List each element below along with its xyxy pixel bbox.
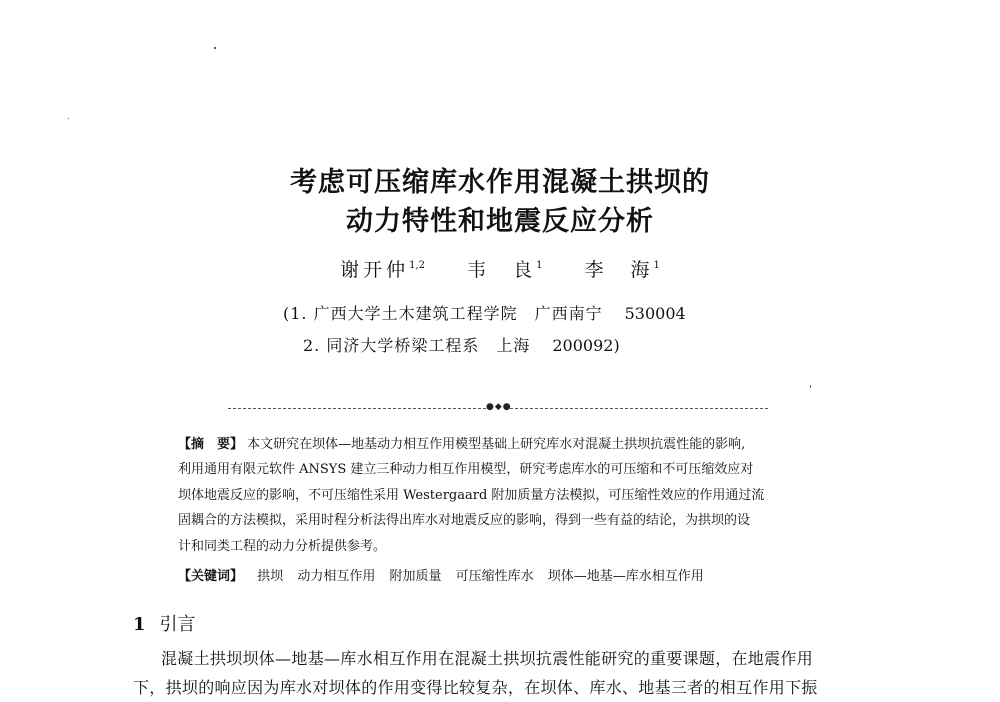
abstract-line: 【摘 要】 本文研究在坝体—地基动力相互作用模型基础上研究库水对混凝土拱坝抗震性能的影响, — [178, 437, 746, 452]
affiliation-2: 2. 同济大学桥梁工程系 上海 200092) — [303, 336, 620, 355]
keyword: 可压缩性库水 — [455, 569, 534, 584]
keyword: 动力相互作用 — [297, 569, 376, 584]
author: 李 海$^1$ — [584, 259, 660, 281]
section-divider — [228, 402, 768, 412]
abstract-line: 固耦合的方法模拟，采用时程分析法得出库水对地震反应的影响，得到一些有益的结论，为拱坝的设 — [178, 513, 751, 529]
divider-ornament-icon: ●◆● — [486, 402, 512, 412]
keyword: 附加质量 — [389, 569, 442, 584]
author: 谢开仲$^{1,2}$ — [340, 259, 426, 281]
section-title: 引言 — [159, 614, 196, 635]
body-paragraph — [133, 644, 893, 702]
affiliation-1: (1. 广西大学土木建筑工程学院 广西南宁 530004 — [283, 304, 686, 323]
keyword: 拱坝 — [257, 569, 284, 584]
scan-speck — [810, 385, 811, 388]
body-line: 混凝土拱坝坝体—地基—库水相互作用在混凝土拱坝抗震性能研究的重要课题，在地震作用 — [161, 649, 814, 668]
abstract-label: 【摘 要】 — [178, 437, 244, 452]
scan-speck — [214, 47, 216, 49]
author-list — [0, 255, 1000, 282]
section-number: 1 — [133, 614, 146, 635]
abstract-line: 利用通用有限元软件 ANSYS 建立三种动力相互作用模型，研究考虑库水的可压缩和不可压缩效应对 — [178, 462, 754, 478]
keywords-label: 【关键词】 — [178, 569, 244, 584]
paper-title-line-1: 考虑可压缩库水作用混凝土拱坝的 — [290, 167, 710, 198]
author: 韦 良$^1$ — [467, 259, 543, 281]
keyword: 坝体—地基—库水相互作用 — [547, 569, 704, 584]
section-heading — [133, 610, 196, 636]
paper-title-line-2: 动力特性和地震反应分析 — [346, 206, 654, 237]
body-line: 下，拱坝的响应因为库水对坝体的作用变得比较复杂，在坝体、库水、地基三者的相互作用下振 — [133, 678, 818, 697]
scan-speck — [68, 118, 69, 119]
abstract-line: 坝体地震反应的影响，不可压缩性采用 Westergaard 附加质量方法模拟，可压缩性效应的作用通过流 — [178, 487, 765, 503]
keywords-block — [178, 565, 704, 584]
abstract-line: 计和同类工程的动力分析提供参考。 — [178, 538, 387, 554]
abstract-block — [178, 432, 850, 559]
